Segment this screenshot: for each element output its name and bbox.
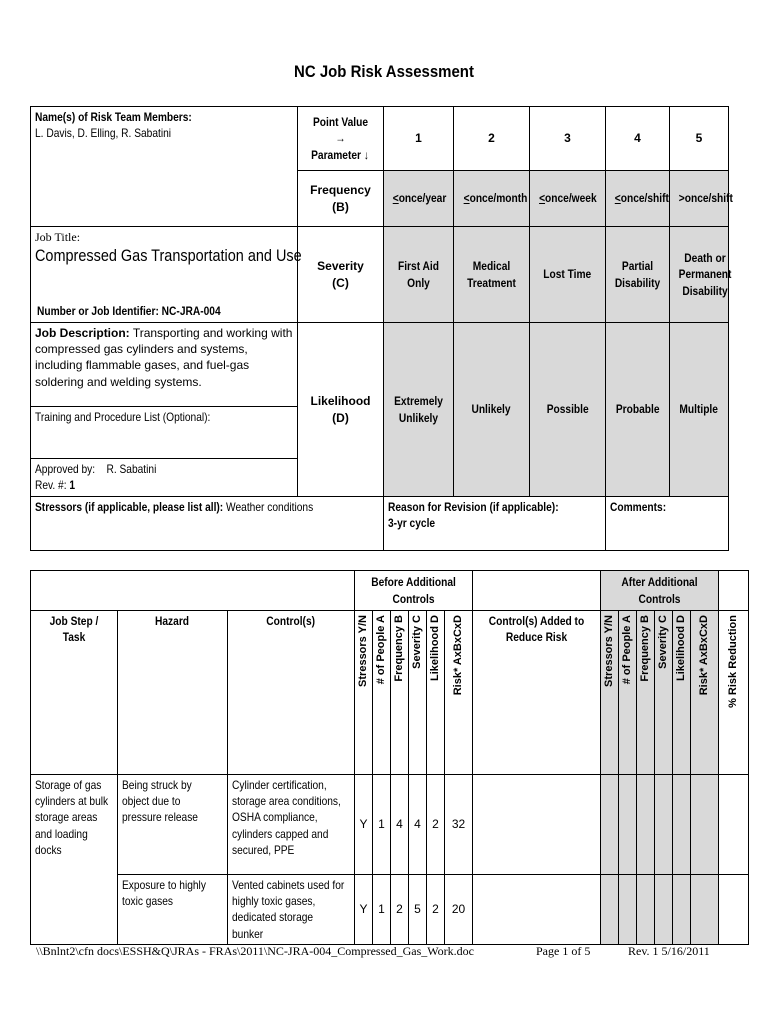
- job-description-cell: [31, 323, 298, 407]
- frequency-2: <once/month: [454, 171, 530, 227]
- stressors-value: Y: [355, 875, 373, 945]
- point-2: 2: [454, 107, 530, 171]
- frequency-value: 4: [391, 775, 409, 875]
- job-step-cell: Storage of gas cylinders at bulk storage areas and loading docks: [31, 775, 118, 945]
- after-severity-col-header: Severity C: [655, 611, 673, 775]
- point-1: 1: [384, 107, 454, 171]
- severity-2: Medical Treatment: [454, 227, 530, 323]
- stressors-value: Weather conditions: [226, 500, 314, 514]
- team-members-label: Name(s) of Risk Team Members:: [35, 110, 192, 124]
- risk-table: [30, 570, 749, 945]
- severity-value: 4: [409, 775, 427, 875]
- frequency-3: <once/week: [530, 171, 606, 227]
- controls-cell: Cylinder certification, storage area conditions, OSHA compliance, cylinders capped and secured, PPE: [228, 775, 355, 875]
- frequency-4: <once/shift: [606, 171, 670, 227]
- team-members-value: L. Davis, D. Elling, R. Sabatini: [35, 126, 172, 141]
- likelihood-2: Unlikely: [454, 323, 530, 497]
- people-col-header: # of People A: [373, 611, 391, 775]
- hazard-header: Hazard: [118, 611, 228, 775]
- approved-label: Approved by:: [35, 462, 96, 476]
- table-row: [31, 775, 749, 875]
- point-3: 3: [530, 107, 606, 171]
- point-value-header: Point Value → Parameter ↓: [298, 107, 384, 171]
- training-label: Training and Procedure List (Optional):: [35, 410, 211, 424]
- job-step-header: Job Step / Task: [31, 611, 118, 775]
- likelihood-col-header: Likelihood D: [427, 611, 445, 775]
- risk-reduction-col-header: % Risk Reduction: [719, 611, 749, 775]
- severity-4: Partial Disability: [606, 227, 670, 323]
- severity-value: 5: [409, 875, 427, 945]
- after-stressors-col-header: Stressors Y/N: [601, 611, 619, 775]
- identifier-value: NC-JRA-004: [161, 303, 221, 318]
- controls-header: Control(s): [228, 611, 355, 775]
- job-title-cell: [31, 227, 302, 323]
- frequency-1: <once/year: [384, 171, 454, 227]
- stressors-cell: [31, 497, 384, 551]
- rev-value: 1: [69, 478, 76, 493]
- risk-value: 20: [445, 875, 473, 945]
- job-title-value: Compressed Gas Transportation and Use: [35, 246, 302, 266]
- point-5: 5: [670, 107, 729, 171]
- frequency-col-header: Frequency B: [391, 611, 409, 775]
- after-frequency-col-header: Frequency B: [637, 611, 655, 775]
- revision-reason-value: 3-yr cycle: [388, 516, 436, 531]
- controls-cell: Vented cabinets used for highly toxic gases, dedicated storage bunker: [228, 875, 355, 945]
- risk-value: 32: [445, 775, 473, 875]
- severity-1: First Aid Only: [384, 227, 454, 323]
- rev-label: Rev. #:: [35, 478, 67, 493]
- likelihood-header: Likelihood (D): [298, 323, 384, 497]
- after-likelihood-col-header: Likelihood D: [673, 611, 691, 775]
- hazard-cell: Exposure to highly toxic gases: [118, 875, 228, 945]
- frequency-header: Frequency (B): [298, 171, 384, 227]
- job-title-label: Job Title:: [35, 230, 81, 244]
- after-people-col-header: # of People A: [619, 611, 637, 775]
- likelihood-4: Probable: [606, 323, 670, 497]
- team-members-cell: [31, 107, 298, 227]
- identifier-label: Number or Job Identifier:: [37, 303, 159, 318]
- likelihood-1: Extremely Unlikely: [384, 323, 454, 497]
- after-risk-col-header: Risk* AxBxCxD: [691, 611, 719, 775]
- stressors-value: Y: [355, 775, 373, 875]
- after-controls-header: After Additional Controls: [601, 571, 719, 611]
- document-title: NC Job Risk Assessment: [294, 62, 474, 81]
- people-value: 1: [373, 875, 391, 945]
- added-controls-header: Control(s) Added to Reduce Risk: [473, 611, 601, 775]
- training-cell: [31, 407, 298, 459]
- hazard-cell: Being struck by object due to pressure release: [118, 775, 228, 875]
- stressors-col-header: Stressors Y/N: [355, 611, 373, 775]
- approval-cell: [31, 459, 298, 497]
- table-row: [31, 875, 749, 945]
- severity-header: Severity (C): [298, 227, 384, 323]
- risk-col-header: Risk* AxBxCxD: [445, 611, 473, 775]
- comments-label: Comments:: [610, 500, 667, 514]
- frequency-5: >once/shift: [670, 171, 729, 227]
- footer-path: \\Bnlnt2\cfn docs\ESSH&Q\JRAs - FRAs\2011\NC-JRA-004_Compressed_Gas_Work.doc: [36, 944, 474, 958]
- likelihood-5: Multiple: [670, 323, 729, 497]
- severity-5: Death or Permanent Disability: [670, 227, 729, 323]
- footer-page: Page 1 of 5: [536, 944, 591, 958]
- approved-value: R. Sabatini: [106, 462, 157, 476]
- revision-reason-label: Reason for Revision (if applicable):: [388, 500, 559, 514]
- comments-cell: [606, 497, 729, 551]
- before-controls-header: Before Additional Controls: [355, 571, 473, 611]
- revision-reason-cell: [384, 497, 606, 551]
- likelihood-value: 2: [427, 875, 445, 945]
- people-value: 1: [373, 775, 391, 875]
- likelihood-3: Possible: [530, 323, 606, 497]
- assessment-info-table: [30, 106, 733, 551]
- frequency-value: 2: [391, 875, 409, 945]
- severity-col-header: Severity C: [409, 611, 427, 775]
- footer-rev: Rev. 1 5/16/2011: [628, 944, 710, 958]
- point-4: 4: [606, 107, 670, 171]
- severity-3: Lost Time: [530, 227, 606, 323]
- job-description-label: Job Description:: [35, 326, 130, 340]
- stressors-label: Stressors (if applicable, please list all):: [35, 500, 224, 514]
- likelihood-value: 2: [427, 775, 445, 875]
- job-description-value: Transporting and working with compressed gas cylinders and systems, including flammable gases, and fuel-gas soldering and welding systems.: [35, 326, 293, 389]
